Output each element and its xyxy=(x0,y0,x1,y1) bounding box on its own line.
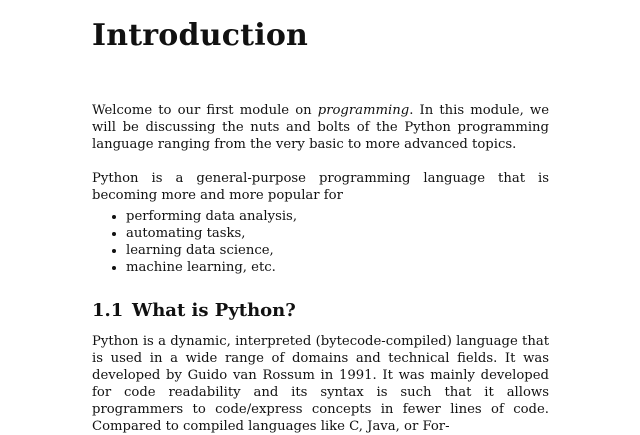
list-item: • performing data analysis, xyxy=(126,208,549,225)
intro-text-before: Welcome to our first module on xyxy=(92,103,318,118)
list-item: • machine learning, etc. xyxy=(126,259,549,276)
intro-text-after: . In this module, we will be discussing the nuts and bolts of the Python programming language ranging from the very basic to more advanced topics. xyxy=(92,103,549,152)
section-paragraph-1: Python is a dynamic, interpreted (bytecode-compiled) language that is used in a wide range of domains and technical fields. It was developed by Guido van Rossum in 1991. It was mainly developed for code readability and its syntax is such that it allows programmers to code/express concepts in fewer lines of code. Compared to compiled languages like C, Java, or For- xyxy=(92,334,549,434)
emphasized-word: programming xyxy=(317,103,410,118)
page-content xyxy=(92,16,549,435)
intro-paragraph-1 xyxy=(92,102,549,153)
list-item: • automating tasks, xyxy=(126,225,549,242)
section-heading xyxy=(92,299,549,323)
intro-paragraph-2: Python is a general-purpose programming language that is becoming more and more popular for xyxy=(92,171,549,203)
chapter-title: Introduction xyxy=(92,18,309,53)
bullet-list xyxy=(92,208,549,276)
list-item: • learning data science, xyxy=(126,242,549,259)
section-number: 1.1 xyxy=(92,300,124,321)
section-title: What is Python? xyxy=(132,300,296,321)
